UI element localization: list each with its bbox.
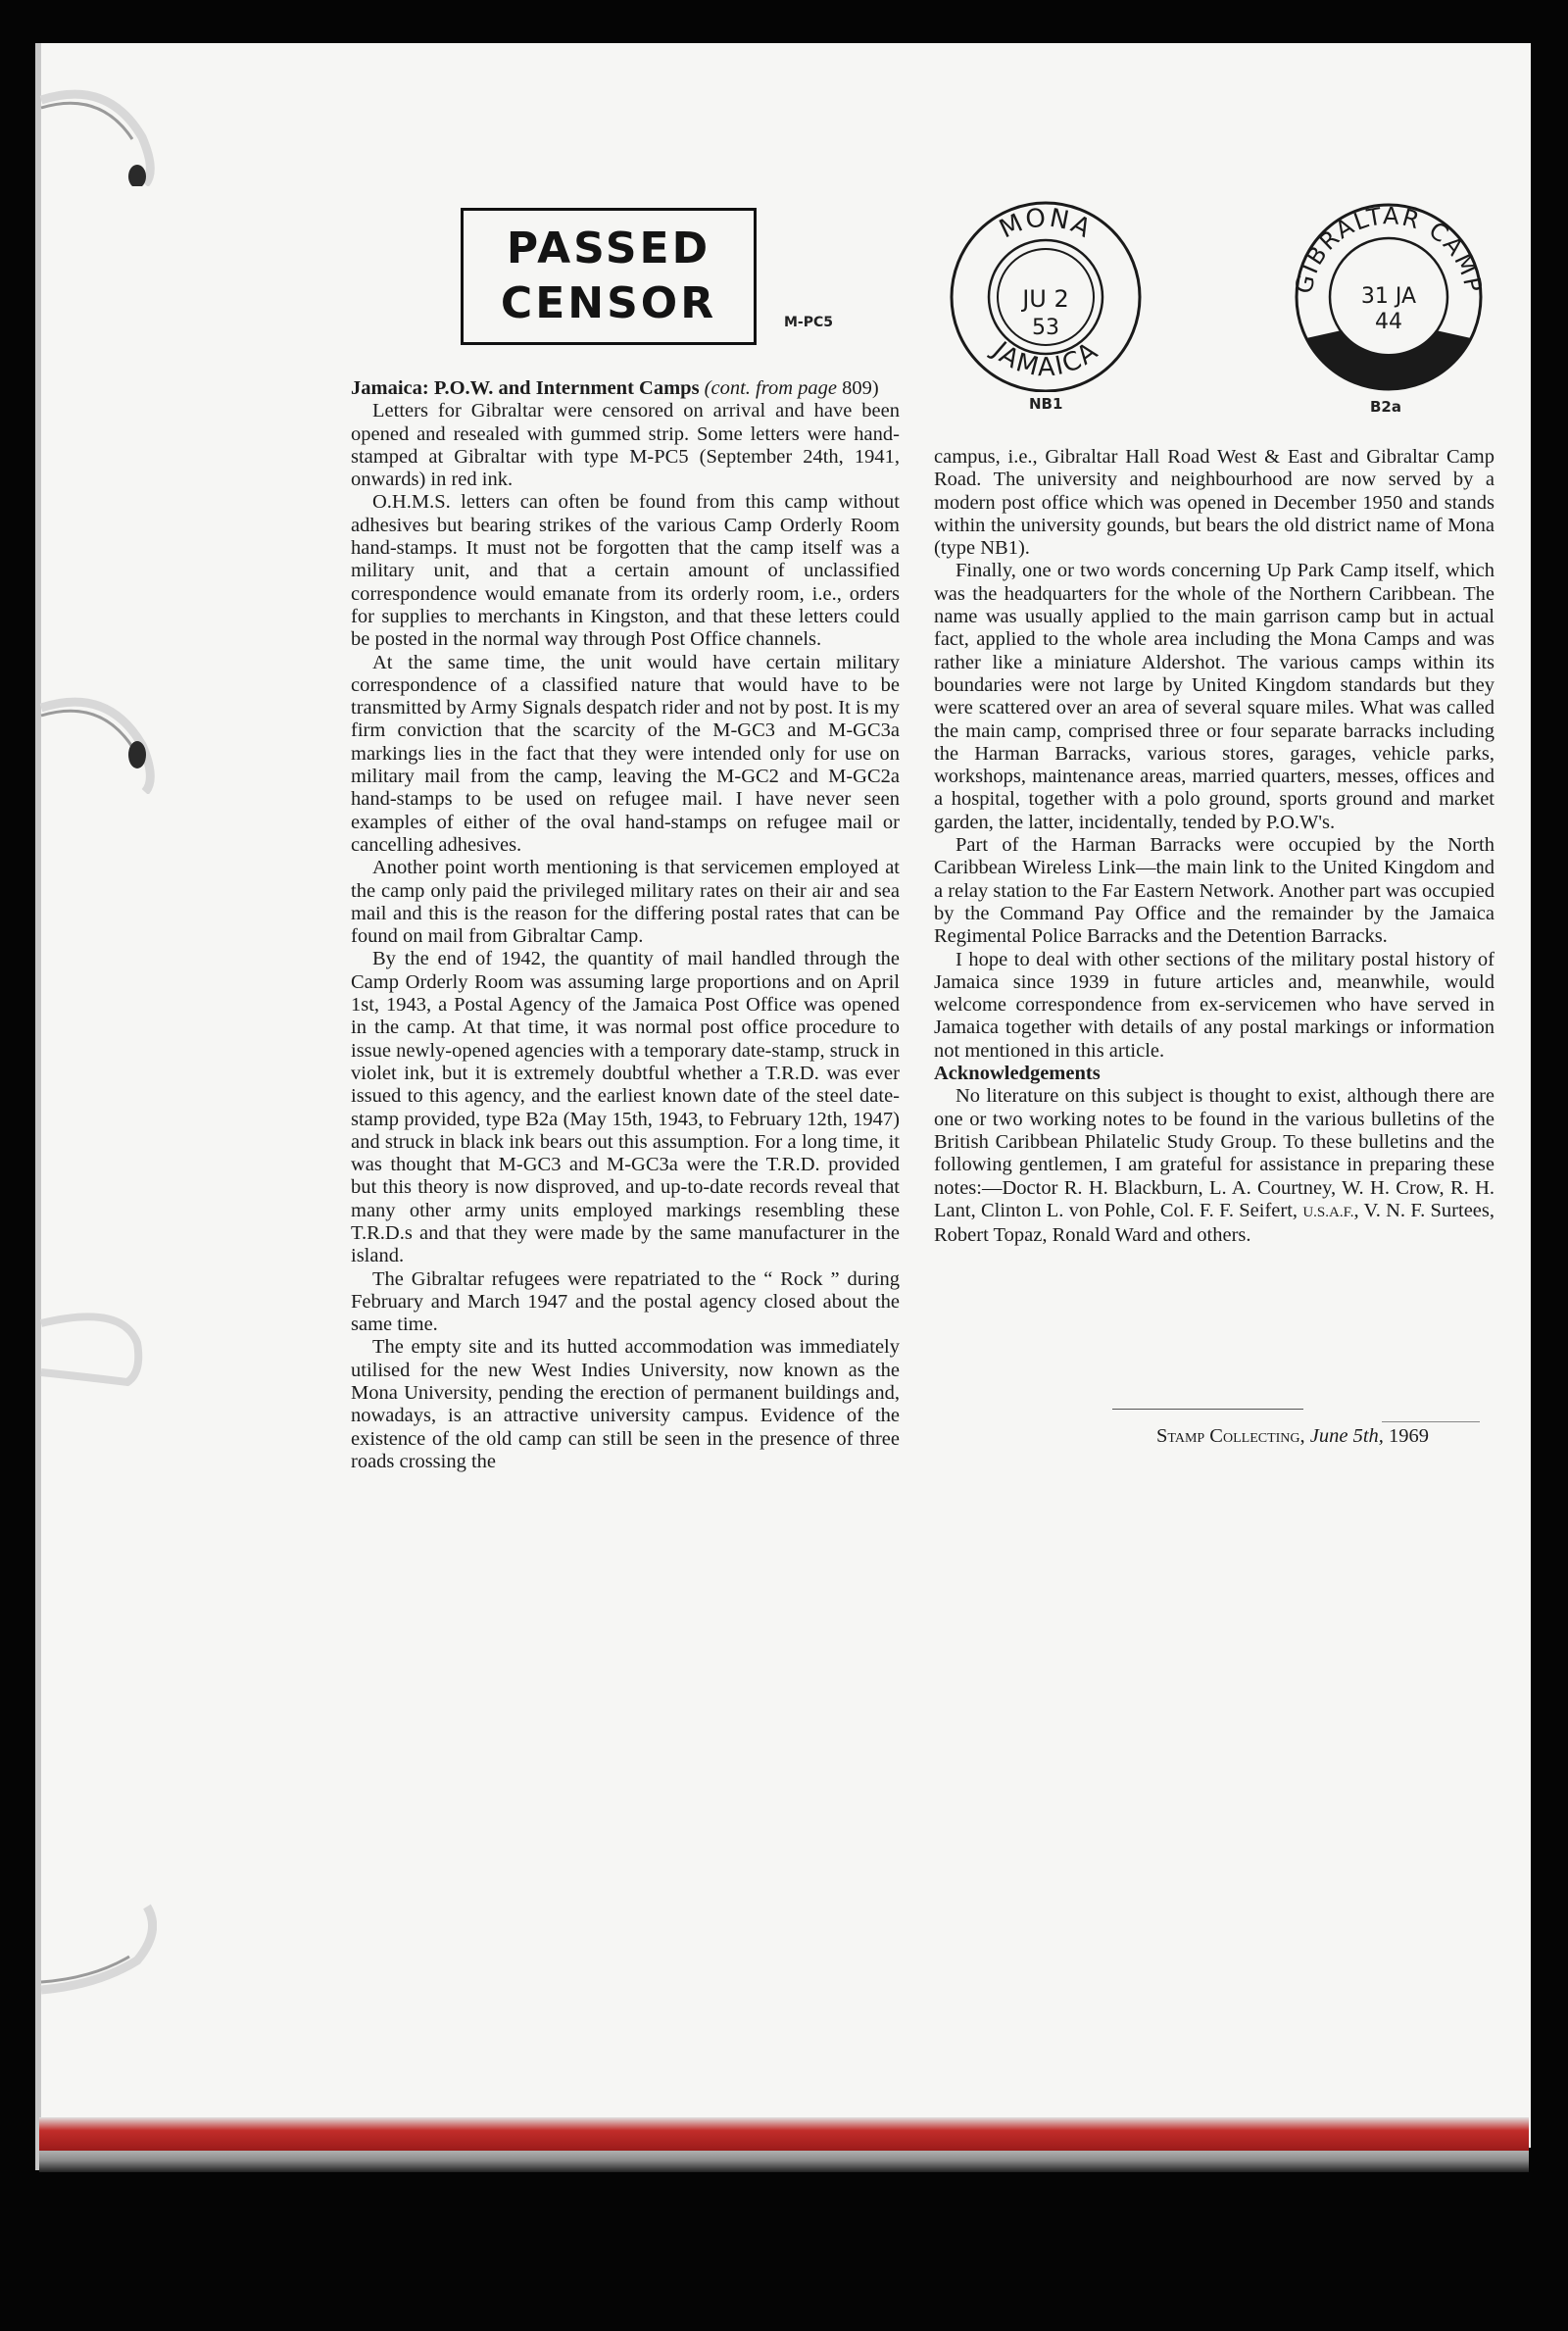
continued-note: (cont. from page [704, 377, 837, 399]
acknowledgements-paragraph [934, 1085, 1494, 1247]
binder-ring-icon [39, 1304, 157, 1392]
paragraph: campus, i.e., Gibraltar Hall Road West & East and Gibraltar Camp Road. The university and neighbourhood are now served by a modern post office which was opened in December 1950 and stands within the university gounds, but bears the old district name of Mona (type NB1). [934, 446, 1494, 560]
publication-name: Stamp Collecting, [1156, 1425, 1305, 1447]
paragraph: The Gibraltar refugees were repatriated to the “ Rock ” during February and March 1947 and the postal agency closed about the same time. [351, 1267, 900, 1336]
passed-censor-stamp [461, 208, 757, 345]
binder-ring-icon [39, 78, 157, 186]
gibraltar-date-line-1: 31 JA [1360, 284, 1417, 309]
mona-date-line-2: 53 [1032, 316, 1059, 340]
article-title: Jamaica: P.O.W. and Internment Camps [351, 377, 700, 399]
article-right-column [934, 446, 1494, 1247]
paragraph: Another point worth mentioning is that servicemen employed at the camp only paid the privileged military rates on their air and sea mail and this is the reason for the differing postal rates that can be found on mail from Gibraltar Camp. [351, 857, 900, 948]
censor-line-2: CENSOR [500, 278, 717, 328]
paragraph: Part of the Harman Barracks were occupied by the North Caribbean Wireless Link—the main link to the United Kingdom and a relay station to the Far Eastern Network. Another part was occupied by the Command Pay Office and the remainder by the Jamaica Regimental Police Barracks and the Detention Barracks. [934, 834, 1494, 948]
censor-line-1: PASSED [506, 223, 711, 273]
paragraph: O.H.M.S. letters can often be found from this camp without adhesives but bearing strikes of the various Camp Orderly Room hand-stamps. It must not be forgotten that the camp itself was a military unit, and that a certain amount of unclassified correspondence would emanate from its orderly room, i.e., orders for supplies to merchants in Kingston, and that these letters could be posted in the normal way through Post Office channels. [351, 491, 900, 651]
mona-date-line-1: JU 2 [1022, 285, 1069, 313]
mona-caption: NB1 [1029, 395, 1063, 413]
source-byline [1156, 1425, 1429, 1448]
binder-edge [35, 43, 41, 2170]
paragraph: Letters for Gibraltar were censored on arrival and have been opened and resealed with gummed strip. Some letters were hand-stamped at Gibraltar with type M-PC5 (September 24th, 1941, onwards) in red ink. [351, 400, 900, 491]
article-left-column [351, 377, 900, 1473]
binder-ring-icon [39, 1892, 157, 2000]
gibraltar-top-text: GIBRALTAR CAMP [1290, 202, 1488, 296]
divider-rule [1382, 1421, 1480, 1422]
censor-code-caption: M-PC5 [784, 315, 834, 330]
ack-usaf: U.S.A.F. [1302, 1204, 1354, 1220]
mona-bottom-text: JAMAICA [986, 335, 1105, 383]
ack-text-2: , V. N. F. Surtees, Robert Topaz, Ronald Ward and others. [934, 1199, 1494, 1247]
publication-year: 1969 [1389, 1425, 1430, 1447]
paragraph: Finally, one or two words concerning Up Park Camp itself, which was the headquarters for the whole of the Northern Caribbean. The name was usually applied to the main garrison camp but in actual fact, applied to the whole area including the Mona Camps and was rather like a miniature Aldershot. The various camps within its boundaries were not large by United Kingdom standards but they were scattered over an area of several square miles. What was called the main camp, comprised three or four separate barracks including the Harman Barracks, various stores, garages, vehicle parks, workshops, maintenance areas, married quarters, messes, offices and a hospital, together with a polo ground, sports ground and market garden, the latter, incidentally, tended by P.O.W's. [934, 560, 1494, 833]
gibraltar-caption: B2a [1370, 398, 1401, 416]
publication-date: June 5th, [1309, 1425, 1384, 1447]
paragraph: By the end of 1942, the quantity of mail handled through the Camp Orderly Room was assuming large proportions and on April 1st, 1943, a Postal Agency of the Jamaica Post Office was opened in the camp. At that time, it was normal post office procedure to issue newly-opened agencies with a temporary date-stamp, struck in violet ink, but it is extremely doubtful whether a T.R.D. was ever issued to this agency, and the earliest known date of the steel date-stamp provided, type B2a (May 15th, 1943, to February 12th, 1947) and struck in black ink bears out this assumption. For a long time, it was thought that M-GC3 and M-GC3a were the T.R.D. provided but this theory is now disproved, and up-to-date records reveal that many other army units employed markings resembling these T.R.D.s and that they were made by the same manufacturer in the island. [351, 948, 900, 1267]
paragraph: At the same time, the unit would have certain military correspondence of a classified nature that would have to be transmitted by Army Signals despatch rider and not by post. It is my firm conviction that the scarcity of the M-GC3 and M-GC3a markings lies in the fact that they were intended only for use on military mail from the camp, leaving the M-GC2 and M-GC2a hand-stamps to be used on refugee mail. I have never seen examples of either of the oval hand-stamps on refugee mail or cancelling adhesives. [351, 651, 900, 856]
paragraph: The empty site and its hutted accommodation was immediately utilised for the new West Indies University, now known as the Mona University, pending the erection of permanent buildings and, nowadays, is an attractive university campus. Evidence of the existence of the old camp can still be seen in the presence of three roads crossing the [351, 1336, 900, 1472]
svg-text:JAMAICA [985, 335, 1104, 382]
binder-ring-icon [39, 686, 157, 794]
svg-text:GIBRALTAR CAMP [1290, 202, 1488, 296]
red-album-cover-edge [39, 2117, 1529, 2151]
gibraltar-camp-cancellation [1289, 201, 1490, 392]
paragraph: I hope to deal with other sections of the military postal history of Jamaica since 1939 in future articles and, meanwhile, would welcome correspondence from ex-servicemen who have served in Jamaica together with details of any postal markings or information not mentioned in this article. [934, 948, 1494, 1062]
ack-text-1: No literature on this subject is thought to exist, although there are one or two working notes to be found in the various bulletins of the British Caribbean Philatelic Study Group. To these bulletins and the following gentlemen, I am grateful for assistance in preparing these notes:—Doctor R. H. Blackburn, L. A. Courtney, W. H. Crow, R. H. Lant, Clinton L. von Pohle, Col. F. F. Seifert, [934, 1085, 1494, 1221]
mona-top-text: MONA [995, 203, 1098, 245]
mona-cancellation [946, 201, 1147, 392]
article-heading [351, 377, 900, 400]
gibraltar-date-line-2: 44 [1375, 310, 1402, 334]
acknowledgements-heading: Acknowledgements [934, 1063, 1101, 1085]
continued-page: 809) [842, 377, 879, 399]
divider-rule [1112, 1409, 1303, 1410]
